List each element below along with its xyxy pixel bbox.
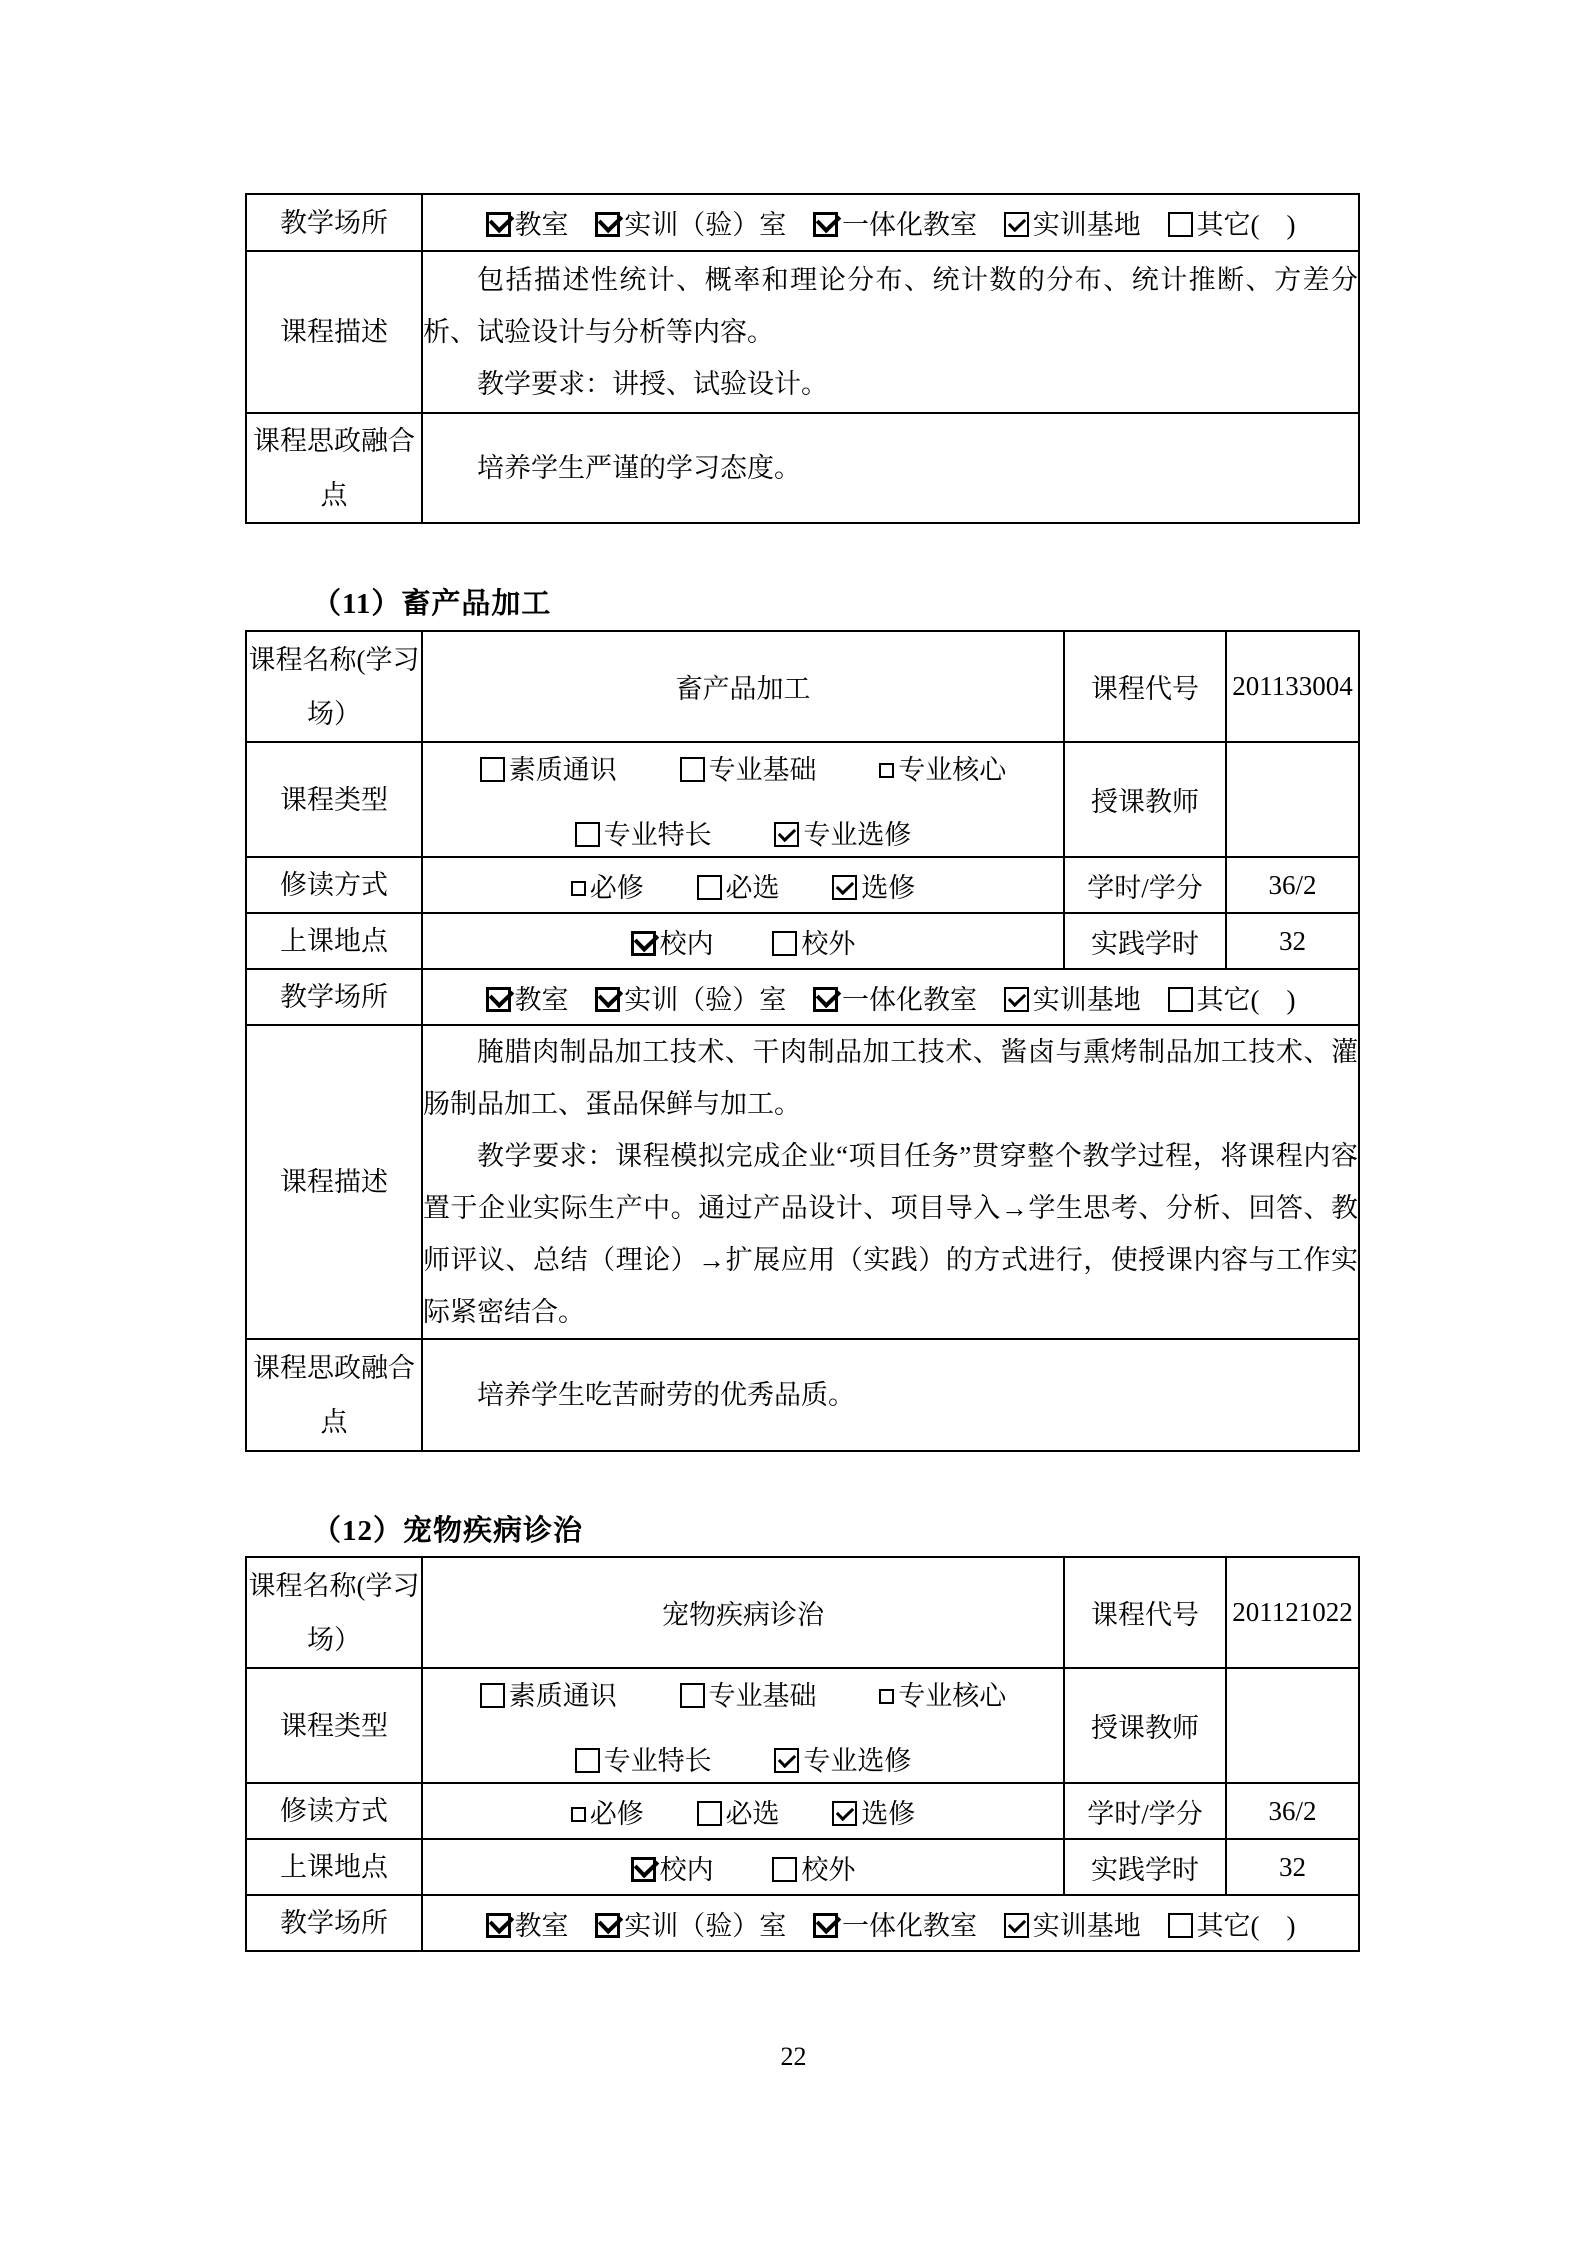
- checkbox-option: [571, 866, 644, 905]
- row-label-teacher: 授课教师: [1064, 742, 1226, 857]
- practice-hours-value: 32: [1226, 913, 1359, 969]
- row-label-course-code: 课程代号: [1064, 1557, 1226, 1668]
- checkbox-empty-icon: [680, 757, 705, 782]
- checkbox-option: [480, 1674, 617, 1713]
- checkbox-label: 专业核心: [898, 1680, 1007, 1711]
- row-label-course-desc: 课程描述: [246, 251, 422, 413]
- checkbox-label: 专业基础: [708, 754, 817, 785]
- checkbox-label: 实训（验）室: [624, 210, 787, 240]
- row-label-teacher: 授课教师: [1064, 1668, 1226, 1783]
- checkbox-checked-icon: [774, 1748, 799, 1773]
- checkbox-label: 必选: [725, 872, 780, 903]
- checkbox-option: [832, 866, 915, 905]
- checkbox-label: 教室: [514, 210, 569, 240]
- checkbox-checked-icon: [631, 931, 656, 956]
- checkbox-empty-icon: [575, 822, 600, 847]
- checkbox-option: [1168, 978, 1296, 1017]
- checkbox-label: 专业选修: [803, 819, 912, 850]
- course-code-value: 201121022: [1226, 1557, 1359, 1668]
- checkbox-empty-icon: [697, 1801, 722, 1826]
- checkbox-checked-icon: [595, 1913, 620, 1938]
- course-table-11: [245, 630, 1360, 1452]
- checkbox-empty-icon: [697, 875, 722, 900]
- checkbox-checked-icon: [595, 987, 620, 1012]
- checkbox-label: 必选: [725, 1798, 780, 1829]
- checkbox-label: 校内: [659, 928, 714, 959]
- row-label-class-location: 上课地点: [246, 1839, 422, 1895]
- checkbox-option: [1168, 1904, 1296, 1943]
- checkbox-option: [772, 922, 855, 961]
- course-description-paragraph: 教学要求：讲授、试验设计。: [477, 369, 828, 399]
- checkbox-label: 专业特长: [603, 819, 712, 850]
- course-type-line: [423, 1739, 1063, 1778]
- ideology-point-content: [422, 413, 1359, 523]
- checkbox-checked-icon: [1004, 212, 1029, 237]
- course-name-value: 宠物疾病诊治: [422, 1557, 1064, 1668]
- checkbox-option: [595, 203, 786, 242]
- checkbox-option: [480, 748, 617, 787]
- teaching-place-options: [422, 969, 1359, 1025]
- course-type-options: [422, 742, 1064, 857]
- checkbox-empty-icon: [480, 1683, 505, 1708]
- row-label-course-type: 课程类型: [246, 742, 422, 857]
- row-label-teaching-place: 教学场所: [246, 969, 422, 1025]
- ideology-point-content: [422, 1339, 1359, 1451]
- course-table-partial: [245, 193, 1360, 524]
- checkbox-empty-icon: [879, 763, 894, 778]
- checkbox-empty-icon: [772, 1857, 797, 1882]
- hours-credits-value: 36/2: [1226, 1783, 1359, 1839]
- class-location-options: [422, 1839, 1064, 1895]
- checkbox-option: [832, 1792, 915, 1831]
- row-label-course-name: 课程名称(学习场）: [246, 1557, 422, 1668]
- practice-hours-value: 32: [1226, 1839, 1359, 1895]
- checkbox-option: [697, 866, 780, 905]
- checkbox-label: 实训基地: [1032, 1910, 1141, 1941]
- checkbox-empty-icon: [879, 1689, 894, 1704]
- checkbox-label: 校外: [801, 928, 856, 959]
- checkbox-option: [486, 1904, 569, 1943]
- checkbox-label: 其它( ): [1196, 984, 1296, 1015]
- checkbox-option: [575, 1739, 712, 1778]
- checkbox-empty-icon: [575, 1748, 600, 1773]
- checkbox-checked-icon: [774, 822, 799, 847]
- row-label-class-location: 上课地点: [246, 913, 422, 969]
- checkbox-label: 校外: [801, 1854, 856, 1885]
- study-mode-options: [422, 857, 1064, 913]
- row-label-study-mode: 修读方式: [246, 857, 422, 913]
- row-label-teaching-place: 教学场所: [246, 1895, 422, 1951]
- checkbox-empty-icon: [1168, 212, 1193, 237]
- checkbox-label: 专业基础: [708, 1680, 817, 1711]
- course-description-paragraph: 包括描述性统计、概率和理论分布、统计数的分布、统计推断、方差分析、试验设计与分析等内容。: [423, 265, 1359, 347]
- row-label-practice-hours: 实践学时: [1064, 913, 1226, 969]
- checkbox-option: [774, 813, 911, 852]
- checkbox-label: 教室: [514, 1910, 569, 1941]
- checkbox-option: [813, 203, 977, 242]
- checkbox-option: [813, 1904, 977, 1943]
- checkbox-label: 实训基地: [1032, 984, 1141, 1015]
- course-description-paragraph: 腌腊肉制品加工技术、干肉制品加工技术、酱卤与熏烤制品加工技术、灌肠制品加工、蛋品保鲜与加工。: [423, 1037, 1358, 1119]
- section-heading-11: （11）畜产品加工: [312, 588, 552, 620]
- checkbox-option: [1004, 1904, 1141, 1943]
- teacher-value: [1226, 1668, 1359, 1783]
- course-description-paragraph: 教学要求：课程模拟完成企业“项目任务”贯穿整个教学过程，将课程内容置于企业实际生产中。通过产品设计、项目导入→学生思考、分析、回答、教师评议、总结（理论）→扩展应用（实践）的方式进行，使授课内容与工作实际紧密结合。: [423, 1141, 1358, 1327]
- checkbox-empty-icon: [1168, 987, 1193, 1012]
- checkbox-option: [680, 748, 817, 787]
- teaching-place-options: [422, 194, 1359, 251]
- checkbox-empty-icon: [772, 931, 797, 956]
- checkbox-label: 一体化教室: [842, 984, 977, 1015]
- checkbox-checked-icon: [832, 875, 857, 900]
- checkbox-label: 素质通识: [508, 754, 617, 785]
- checkbox-option: [1168, 203, 1296, 242]
- checkbox-checked-icon: [813, 1913, 838, 1938]
- checkbox-option: [879, 1674, 1006, 1713]
- checkbox-option: [595, 1904, 786, 1943]
- checkbox-option: [1004, 203, 1141, 242]
- row-label-hours-credits: 学时/学分: [1064, 1783, 1226, 1839]
- checkbox-label: 实训（验）室: [624, 1910, 787, 1941]
- checkbox-option: [680, 1674, 817, 1713]
- checkbox-empty-icon: [571, 1807, 586, 1822]
- checkbox-checked-icon: [595, 212, 620, 237]
- checkbox-label: 选修: [861, 1798, 916, 1829]
- row-label-course-desc: 课程描述: [246, 1025, 422, 1339]
- row-label-teaching-place: 教学场所: [246, 194, 422, 251]
- checkbox-label: 教室: [514, 984, 569, 1015]
- checkbox-option: [1004, 978, 1141, 1017]
- checkbox-label: 校内: [659, 1854, 714, 1885]
- teacher-value: [1226, 742, 1359, 857]
- checkbox-label: 选修: [861, 872, 916, 903]
- checkbox-option: [571, 1792, 644, 1831]
- row-label-course-code: 课程代号: [1064, 631, 1226, 742]
- course-type-options: [422, 1668, 1064, 1783]
- checkbox-checked-icon: [832, 1801, 857, 1826]
- checkbox-option: [595, 978, 786, 1017]
- checkbox-label: 专业选修: [803, 1745, 912, 1776]
- course-name-value: 畜产品加工: [422, 631, 1064, 742]
- checkbox-label: 实训（验）室: [624, 984, 787, 1015]
- row-label-course-type: 课程类型: [246, 1668, 422, 1783]
- checkbox-label: 专业特长: [603, 1745, 712, 1776]
- checkbox-option: [813, 978, 977, 1017]
- teaching-place-options: [422, 1895, 1359, 1951]
- checkbox-checked-icon: [1004, 1913, 1029, 1938]
- ideology-point-text: 培养学生吃苦耐劳的优秀品质。: [477, 1379, 855, 1410]
- course-type-line: [423, 748, 1063, 787]
- course-type-line: [423, 1674, 1063, 1713]
- checkbox-checked-icon: [1004, 987, 1029, 1012]
- checkbox-checked-icon: [631, 1857, 656, 1882]
- row-label-practice-hours: 实践学时: [1064, 1839, 1226, 1895]
- checkbox-label: 必修: [589, 1798, 644, 1829]
- checkbox-label: 其它( ): [1196, 210, 1296, 240]
- checkbox-option: [879, 748, 1006, 787]
- checkbox-empty-icon: [1168, 1913, 1193, 1938]
- checkbox-empty-icon: [571, 881, 586, 896]
- checkbox-option: [575, 813, 712, 852]
- class-location-options: [422, 913, 1064, 969]
- checkbox-checked-icon: [813, 212, 838, 237]
- checkbox-checked-icon: [813, 987, 838, 1012]
- course-type-line: [423, 813, 1063, 852]
- checkbox-option: [697, 1792, 780, 1831]
- page-number: 22: [780, 2042, 807, 2071]
- course-code-value: 201133004: [1226, 631, 1359, 742]
- checkbox-empty-icon: [680, 1683, 705, 1708]
- row-label-course-name: 课程名称(学习场）: [246, 631, 422, 742]
- checkbox-option: [486, 978, 569, 1017]
- checkbox-label: 一体化教室: [842, 1910, 977, 1941]
- checkbox-checked-icon: [486, 987, 511, 1012]
- hours-credits-value: 36/2: [1226, 857, 1359, 913]
- checkbox-option: [631, 1848, 714, 1887]
- course-table-12: [245, 1556, 1360, 1952]
- checkbox-option: [486, 203, 569, 242]
- checkbox-label: 必修: [589, 872, 644, 903]
- checkbox-option: [774, 1739, 911, 1778]
- checkbox-label: 其它( ): [1196, 1910, 1296, 1941]
- row-label-hours-credits: 学时/学分: [1064, 857, 1226, 913]
- checkbox-option: [631, 922, 714, 961]
- row-label-ideology-point: 课程思政融合点: [246, 1339, 422, 1451]
- row-label-study-mode: 修读方式: [246, 1783, 422, 1839]
- checkbox-label: 一体化教室: [842, 210, 978, 240]
- checkbox-option: [772, 1848, 855, 1887]
- course-description: [422, 251, 1359, 413]
- row-label-ideology-point: 课程思政融合点: [246, 413, 422, 523]
- course-description: [422, 1025, 1359, 1339]
- checkbox-label: 实训基地: [1032, 210, 1141, 240]
- ideology-point-text: 培养学生严谨的学习态度。: [477, 452, 801, 483]
- study-mode-options: [422, 1783, 1064, 1839]
- checkbox-label: 专业核心: [898, 754, 1007, 785]
- section-heading-12: （12）宠物疾病诊治: [312, 1515, 584, 1547]
- checkbox-checked-icon: [486, 212, 511, 237]
- checkbox-label: 素质通识: [508, 1680, 617, 1711]
- checkbox-empty-icon: [480, 757, 505, 782]
- checkbox-checked-icon: [486, 1913, 511, 1938]
